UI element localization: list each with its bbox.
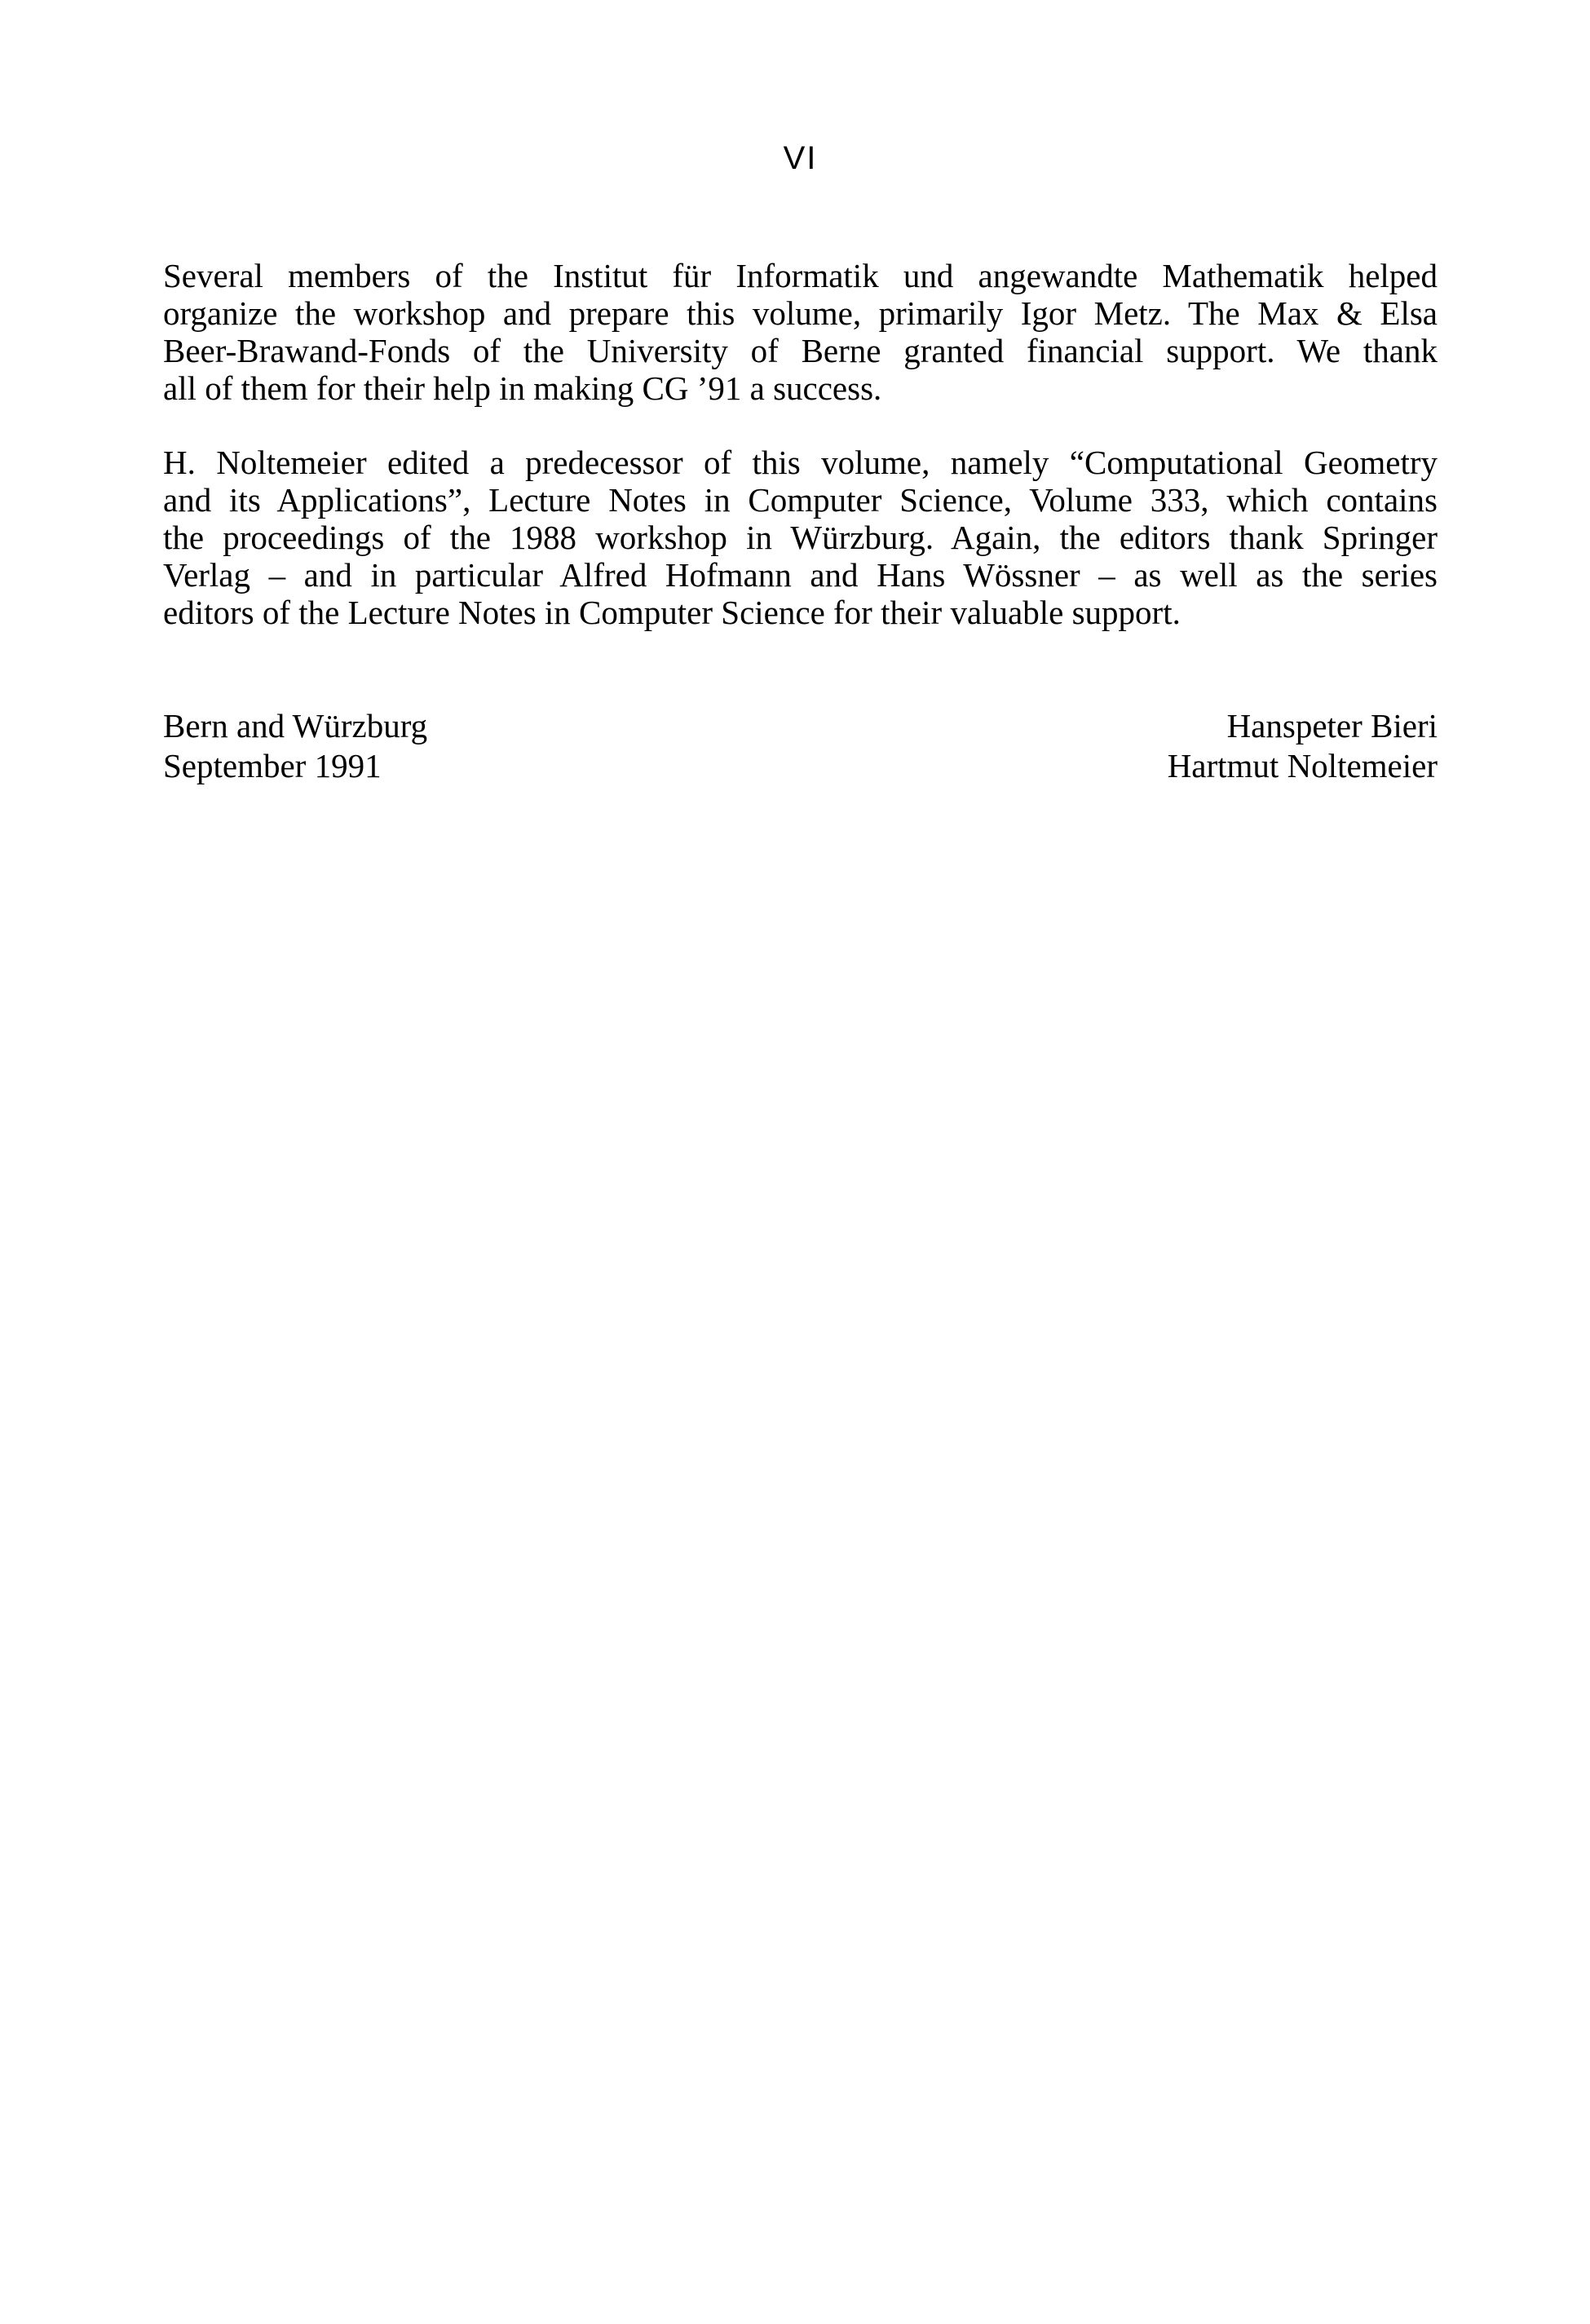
text-line: organize the workshop and prepare this volume, primarily Igor Metz. The Max & Elsa bbox=[163, 294, 1438, 332]
text-line: the proceedings of the 1988 workshop in Würzburg. Again, the editors thank Springer bbox=[163, 519, 1438, 556]
text-line: and its Applications”, Lecture Notes in Computer Science, Volume 333, which contains bbox=[163, 481, 1438, 519]
signature-date: September 1991 bbox=[163, 747, 382, 784]
text-line: Verlag – and in particular Alfred Hofmann and Hans Wössner – as well as the series bbox=[163, 556, 1438, 594]
text-line: all of them for their help in making CG ’91 a success. bbox=[163, 369, 882, 407]
signature-authors bbox=[1168, 706, 1438, 786]
signature-author-1: Hanspeter Bieri bbox=[1226, 707, 1438, 744]
signature-author-2: Hartmut Noltemeier bbox=[1167, 747, 1438, 784]
paragraph-predecessor-volume bbox=[163, 444, 1438, 631]
text-line: Beer-Brawand-Fonds of the University of Berne granted financial support. We thank bbox=[163, 332, 1438, 369]
signature-place-date bbox=[163, 706, 427, 786]
text-line: Several members of the Institut für Informatik und angewandte Mathematik helped bbox=[163, 257, 1438, 294]
text-line: editors of the Lecture Notes in Computer Science for their valuable support. bbox=[163, 594, 1181, 631]
paragraph-acknowledgements bbox=[163, 257, 1438, 407]
signature-place: Bern and Würzburg bbox=[163, 707, 428, 744]
page-number: VI bbox=[783, 140, 818, 176]
signature-block bbox=[163, 706, 1438, 786]
text-line: H. Noltemeier edited a predecessor of this volume, namely “Computational Geometry bbox=[163, 444, 1438, 481]
